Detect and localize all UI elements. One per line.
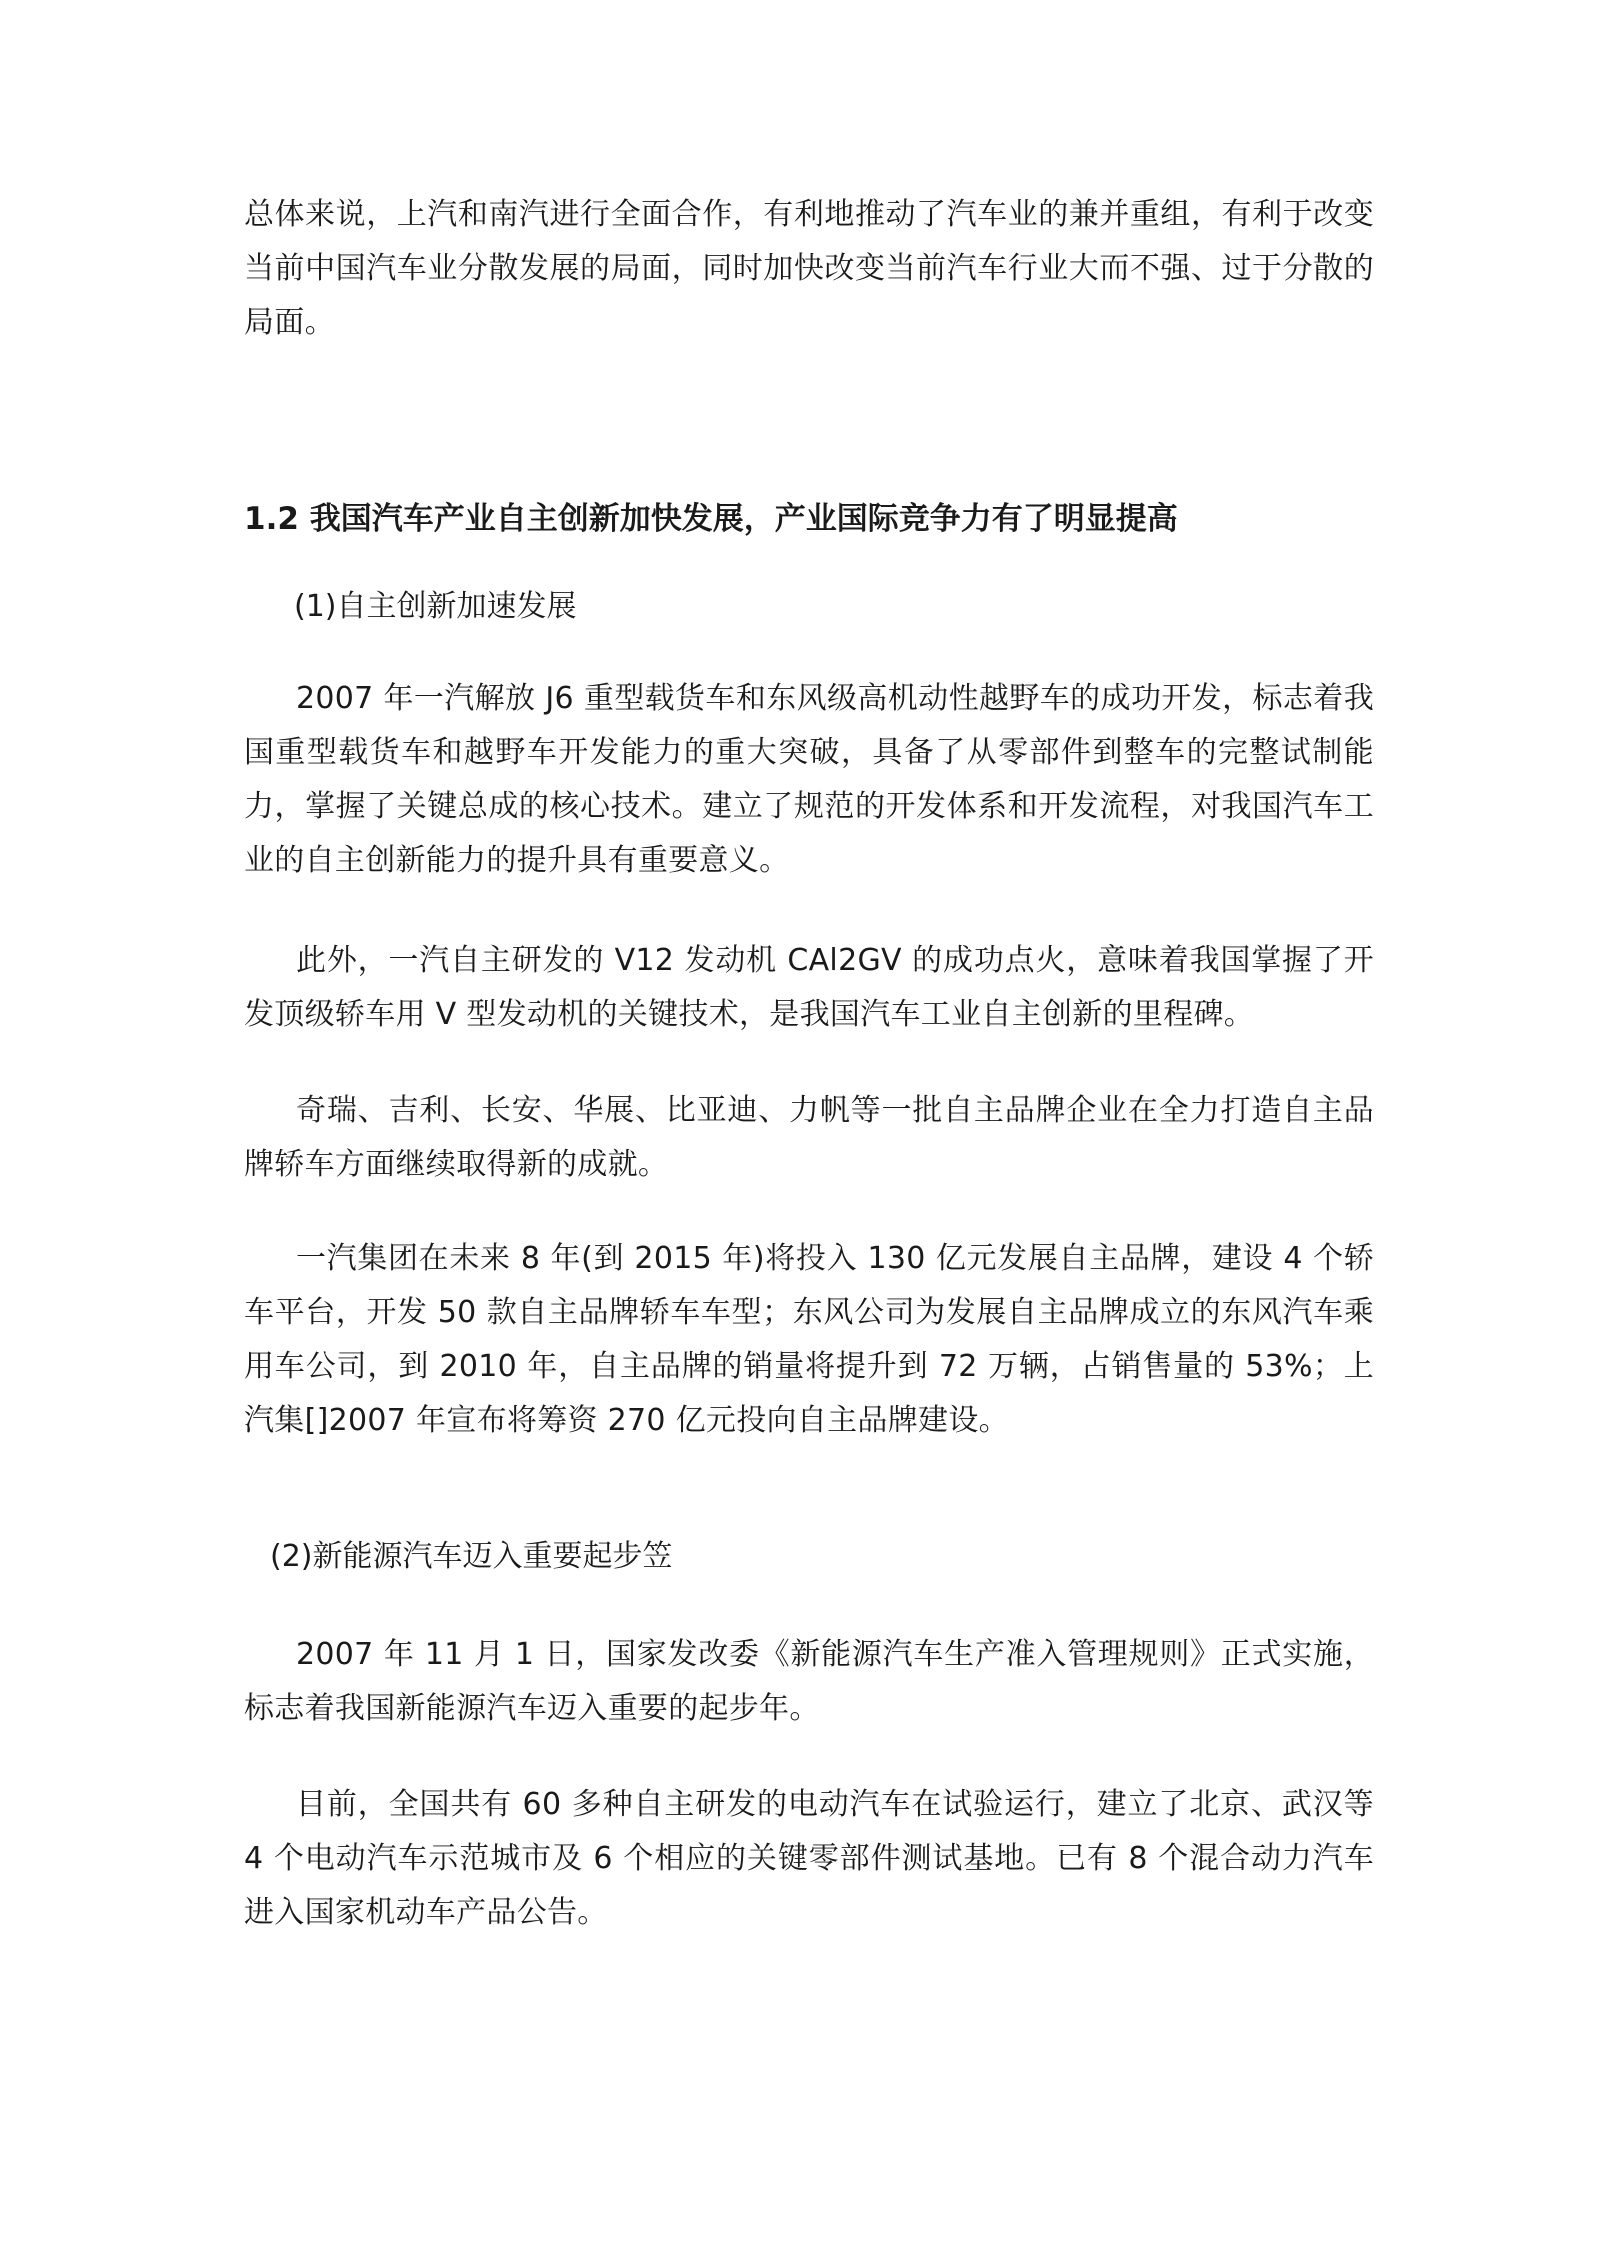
section-heading: 1.2 我国汽车产业自主创新加快发展，产业国际竞争力有了明显提高 xyxy=(244,501,1178,537)
subsection-2-title: (2)新能源汽车迈入重要起步笠 xyxy=(270,1539,673,1574)
subsection-1-title: (1)自主创新加速发展 xyxy=(294,589,577,624)
intro-paragraph: 总体来说，上汽和南汽进行全面合作，有利地推动了汽车业的兼并重组，有利于改变当前中国汽车业分散发展的局面，同时加快改变当前汽车行业大而不强、过于分散的局面。 xyxy=(244,197,1374,340)
subsection-2-paragraph-2: 目前，全国共有 60 多种自主研发的电动汽车在试验运行，建立了北京、武汉等 4 个电动汽车示范城市及 6 个相应的关键零部件测试基地。已有 8 个混合动力汽车进入国家机动车产品公告。 xyxy=(244,1787,1374,1930)
subsection-2-paragraph-1: 2007 年 11 月 1 日，国家发改委《新能源汽车生产准入管理规则》正式实施，标志着我国新能源汽车迈入重要的起步年。 xyxy=(244,1637,1374,1726)
subsection-1-paragraph-1: 2007 年一汽解放 J6 重型载货车和东风级高机动性越野车的成功开发，标志着我国重型载货车和越野车开发能力的重大突破，具备了从零部件到整车的完整试制能力，掌握了关键总成的核心技术。建立了规范的开发体系和开发流程，对我国汽车工业的自主创新能力的提升具有重要意义。 xyxy=(244,681,1374,878)
subsection-1-paragraph-4: 一汽集团在未来 8 年(到 2015 年)将投入 130 亿元发展自主品牌，建设 4 个轿车平台，开发 50 款自主品牌轿车车型；东风公司为发展自主品牌成立的东风汽车乘用车公司，到 2010 年，自主品牌的销量将提升到 72 万辆，占销售量的 53%；上汽集[]2007 年宣布将筹资 270 亿元投向自主品牌建设。 xyxy=(244,1241,1374,1438)
subsection-1-paragraph-3: 奇瑞、吉利、长安、华展、比亚迪、力帆等一批自主品牌企业在全力打造自主品牌轿车方面继续取得新的成就。 xyxy=(244,1093,1374,1182)
subsection-1-paragraph-2: 此外，一汽自主研发的 V12 发动机 CAl2GV 的成功点火，意味着我国掌握了开发顶级轿车用 V 型发动机的关键技术，是我国汽车工业自主创新的里程碑。 xyxy=(244,943,1374,1032)
